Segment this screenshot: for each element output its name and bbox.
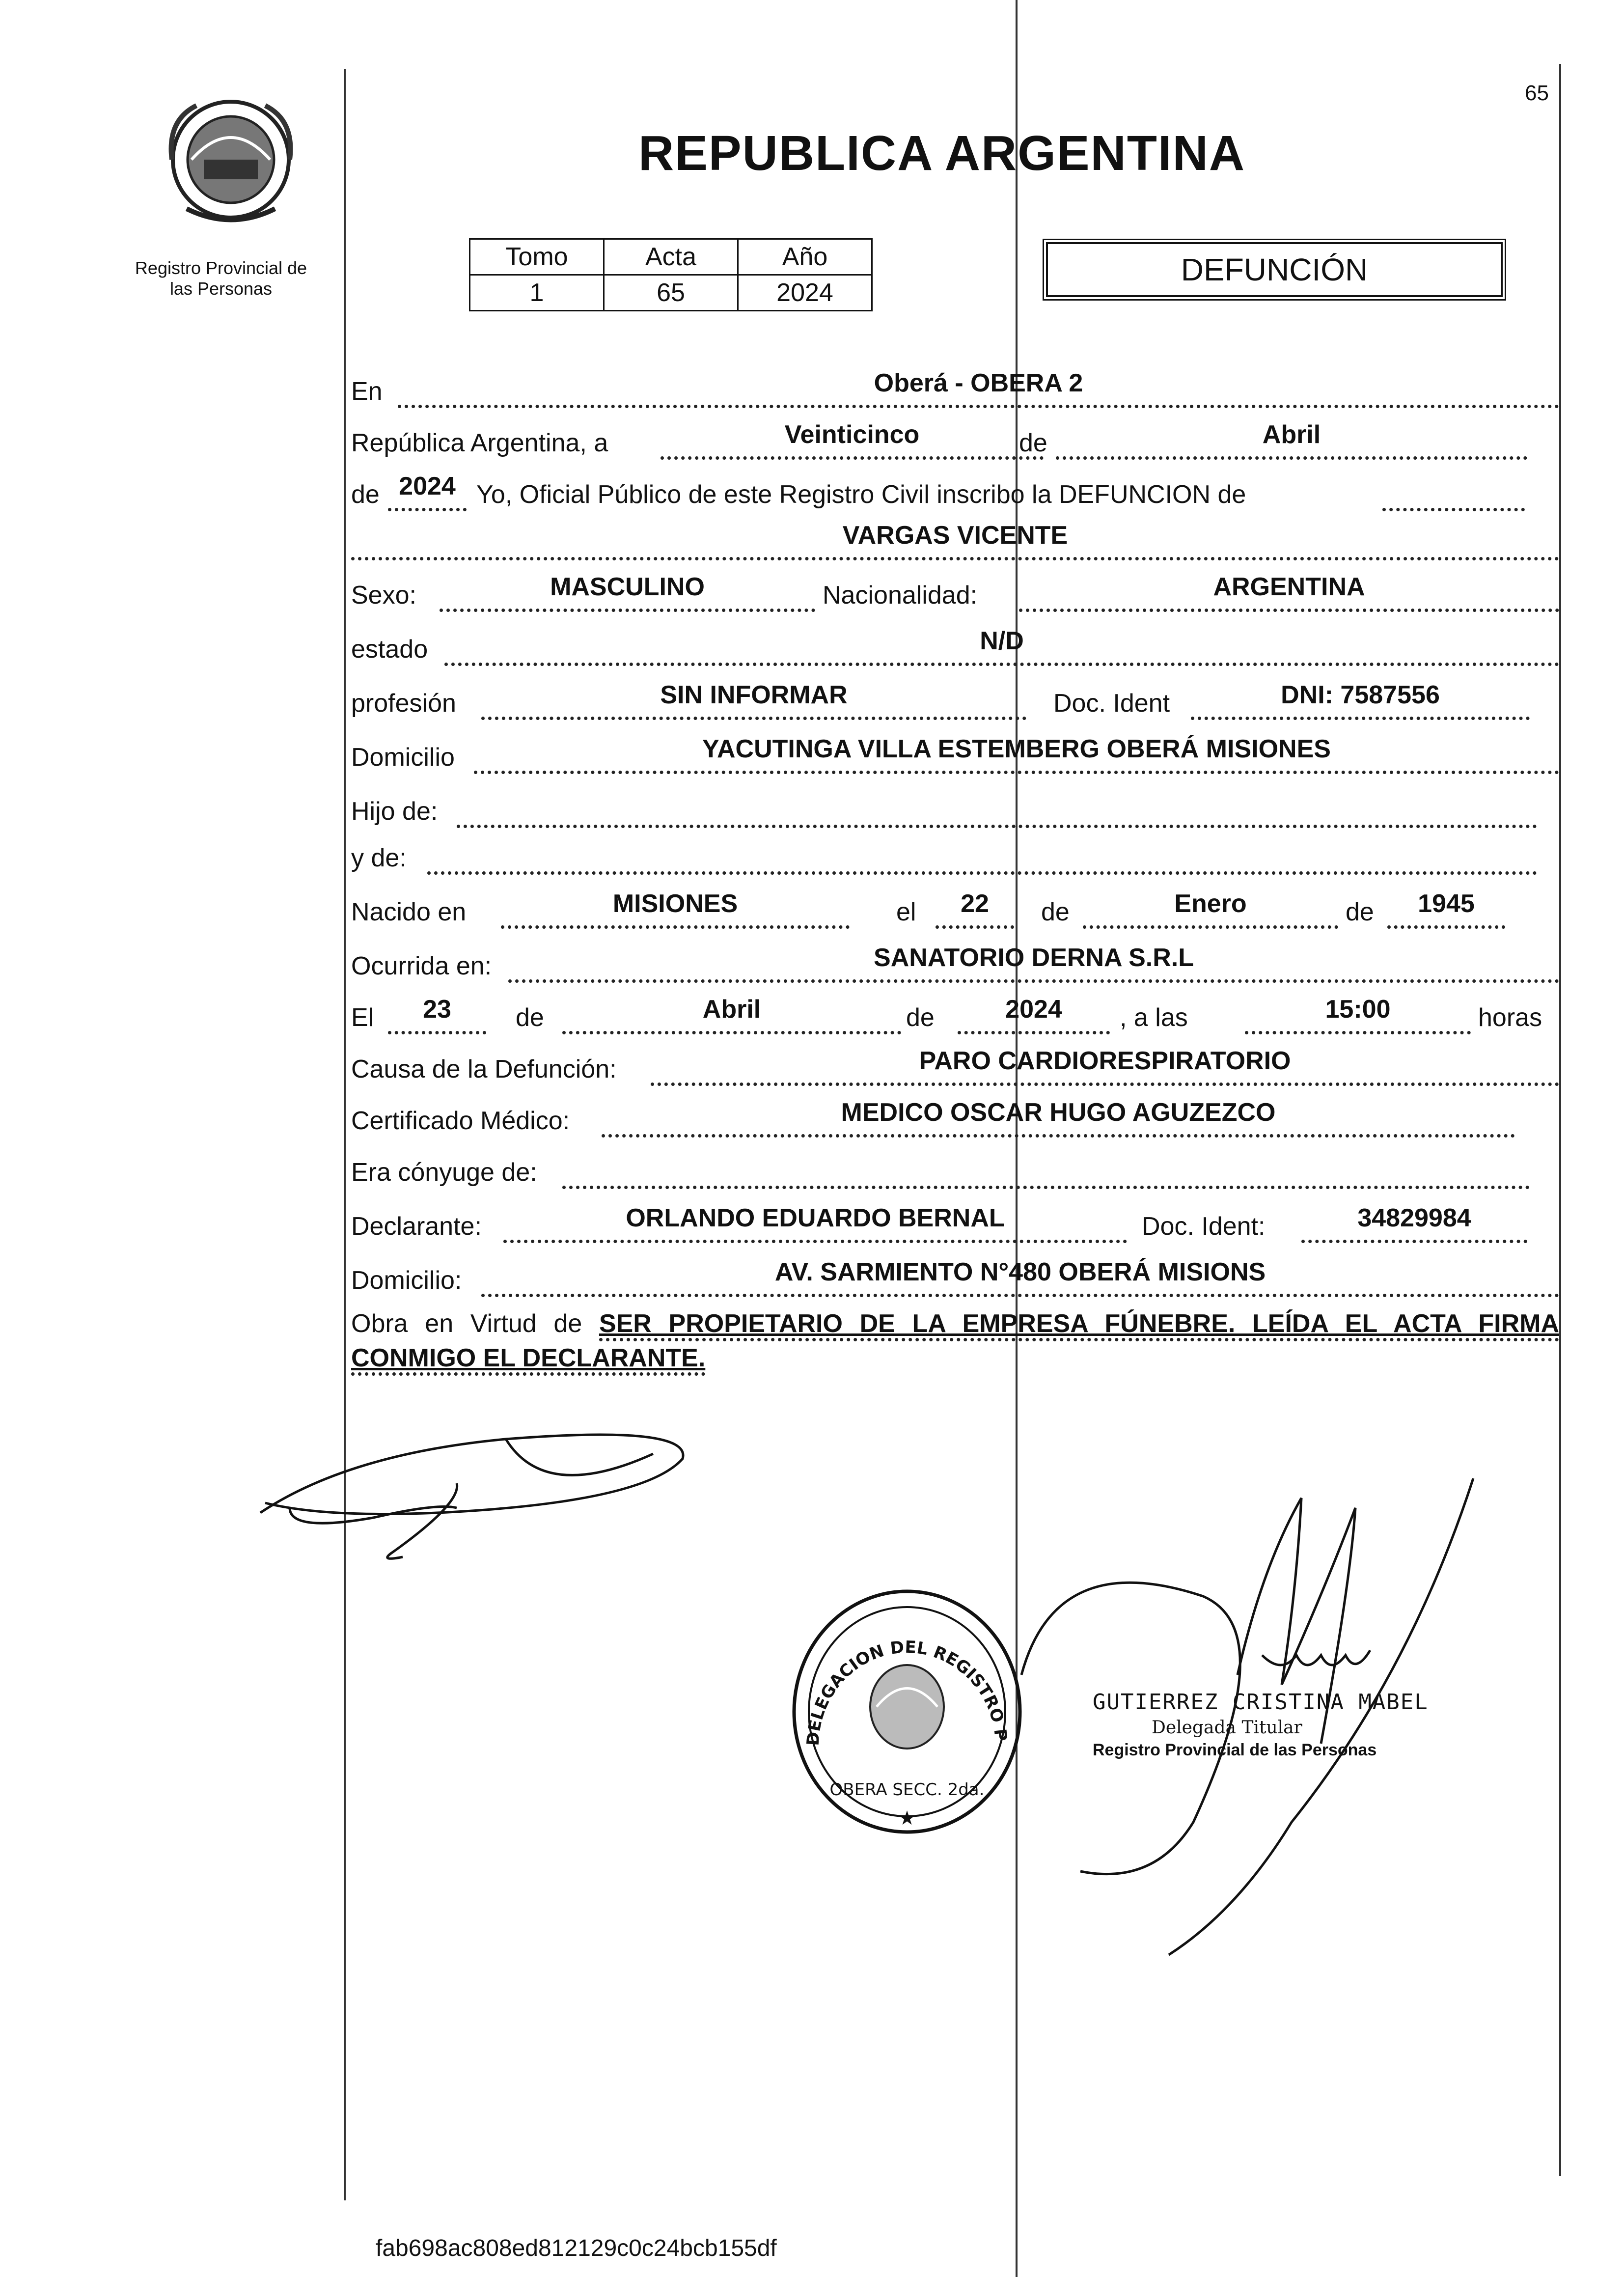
estado-value: N/D <box>444 633 1559 666</box>
death-day: 23 <box>388 1001 486 1034</box>
causa-label: Causa de la Defunción: <box>351 1055 617 1083</box>
ref-header-anio: Año <box>738 239 872 275</box>
province-logo <box>157 86 304 233</box>
ref-value-tomo: 1 <box>470 275 604 311</box>
row-fecha <box>351 422 1559 462</box>
profesion-label: profesión <box>351 689 456 718</box>
declarante-value: ORLANDO EDUARDO BERNAL <box>503 1210 1127 1243</box>
misiones-seal-icon <box>157 86 304 233</box>
de-label: de <box>1019 429 1047 457</box>
birth-year: 1945 <box>1387 896 1505 929</box>
a-las-label: , a las <box>1120 1003 1188 1032</box>
nacido-value: MISIONES <box>501 896 850 929</box>
inscribo-text: Yo, Oficial Público de este Registro Civil inscribo la DEFUNCION de <box>476 480 1246 509</box>
row-sexo <box>351 575 1559 614</box>
obra-label: Obra en Virtud de <box>351 1309 582 1338</box>
deceased-name: VARGAS VICENTE <box>351 528 1559 560</box>
row-profesion <box>351 683 1559 722</box>
decl-domicilio-label: Domicilio: <box>351 1266 462 1295</box>
month-value: Abril <box>1056 427 1527 460</box>
birth-el-label: el <box>896 898 916 926</box>
year-value: 2024 <box>388 478 467 511</box>
row-estado <box>351 629 1559 668</box>
death-el-label: El <box>351 1003 374 1032</box>
stamp-star-icon: ★ <box>898 1807 916 1830</box>
death-de1-label: de <box>516 1003 544 1032</box>
row-fecha-defuncion <box>351 997 1559 1036</box>
official-stamp <box>788 1584 1026 1839</box>
row-inscribo <box>351 474 1559 513</box>
signatory-role: Delegada Titular <box>1152 1718 1302 1738</box>
reference-table <box>469 238 873 311</box>
ref-header-acta: Acta <box>604 239 738 275</box>
yde-value <box>427 842 1537 875</box>
death-time: 15:00 <box>1245 1001 1471 1034</box>
signatory-office: Registro Provincial de las Personas <box>1093 1741 1377 1759</box>
profesion-value: SIN INFORMAR <box>481 687 1026 720</box>
ref-value-anio: 2024 <box>738 275 872 311</box>
row-en <box>351 371 1559 410</box>
stamp-seal-icon <box>788 1584 1026 1839</box>
row-certificado <box>351 1100 1559 1139</box>
obra-value: SER PROPIETARIO DE LA EMPRESA FÚNEBRE. LEÍDA EL ACTA FIRMA CONMIGO EL DECLARANTE. <box>351 1309 1559 1376</box>
republica-label: República Argentina, a <box>351 429 608 457</box>
logo-caption: Registro Provincial de las Personas <box>135 258 307 299</box>
certificado-value: MEDICO OSCAR HUGO AGUZEZCO <box>602 1105 1515 1138</box>
decl-doc-label: Doc. Ident: <box>1142 1212 1266 1241</box>
horas-label: horas <box>1478 1003 1542 1032</box>
nacionalidad-value: ARGENTINA <box>1019 579 1559 612</box>
row-deceased <box>351 523 1559 562</box>
conyuge-value <box>562 1156 1530 1189</box>
causa-value: PARO CARDIORESPIRATORIO <box>651 1053 1559 1086</box>
document-title: REPUBLICA ARGENTINA <box>638 126 1246 181</box>
row-declarante <box>351 1206 1559 1245</box>
hijo-label: Hijo de: <box>351 797 438 826</box>
ocurrida-value: SANATORIO DERNA S.R.L <box>508 950 1559 983</box>
birth-month: Enero <box>1083 896 1338 929</box>
row-nacido <box>351 891 1559 931</box>
domicilio-value: YACUTINGA VILLA ESTEMBERG OBERÁ MISIONES <box>474 741 1559 774</box>
sexo-label: Sexo: <box>351 581 416 610</box>
left-margin-line <box>344 69 346 2200</box>
ocurrida-label: Ocurrida en: <box>351 952 492 980</box>
decl-domicilio-value: AV. SARMIENTO N°480 OBERÁ MISIONS <box>481 1264 1559 1297</box>
row-decl-domicilio <box>351 1260 1559 1299</box>
row-conyuge <box>351 1152 1559 1191</box>
year-de-label: de <box>351 480 380 509</box>
page-number: 65 <box>1525 81 1549 105</box>
birth-de2-label: de <box>1346 898 1374 926</box>
day-value: Veinticinco <box>661 427 1044 460</box>
sexo-value: MASCULINO <box>440 579 815 612</box>
nacionalidad-label: Nacionalidad: <box>823 581 978 610</box>
doc-label: Doc. Ident <box>1053 689 1170 718</box>
death-month: Abril <box>562 1001 901 1034</box>
death-de2-label: de <box>906 1003 935 1032</box>
birth-day: 22 <box>936 896 1014 929</box>
row-ocurrida <box>351 945 1559 985</box>
nacido-label: Nacido en <box>351 898 467 926</box>
ref-value-acta: 65 <box>604 275 738 311</box>
certificado-label: Certificado Médico: <box>351 1107 570 1135</box>
stamp-ring-text: DELEGACION DEL REGISTRO P <box>803 1637 1011 1747</box>
row-domicilio <box>351 737 1559 776</box>
ref-header-tomo: Tomo <box>470 239 604 275</box>
declarant-signature <box>250 1356 717 1572</box>
declarante-label: Declarante: <box>351 1212 482 1241</box>
record-type-box: DEFUNCIÓN <box>1046 242 1503 297</box>
estado-label: estado <box>351 635 428 664</box>
birth-de1-label: de <box>1041 898 1070 926</box>
doc-value: DNI: 7587556 <box>1191 687 1530 720</box>
decl-doc-value: 34829984 <box>1301 1210 1527 1243</box>
row-hijo <box>351 791 1559 830</box>
domicilio-label: Domicilio <box>351 743 455 772</box>
right-margin-line <box>1559 64 1561 2176</box>
death-year: 2024 <box>958 1001 1110 1034</box>
conyuge-label: Era cónyuge de: <box>351 1158 537 1187</box>
en-label: En <box>351 377 383 406</box>
en-value: Oberá - OBERA 2 <box>398 375 1559 408</box>
yde-label: y de: <box>351 844 407 872</box>
inscribo-trailing-dots <box>1382 478 1525 511</box>
signatory-name: GUTIERREZ CRISTINA MABEL <box>1093 1690 1429 1715</box>
row-causa <box>351 1049 1559 1088</box>
hijo-value <box>457 795 1537 828</box>
row-yde <box>351 837 1559 877</box>
signatory-block <box>1093 1690 1436 1760</box>
stamp-inner-text: OBERA SECC. 2da. <box>829 1780 985 1800</box>
document-hash: fab698ac808ed812129c0c24bcb155df <box>376 2235 777 2261</box>
